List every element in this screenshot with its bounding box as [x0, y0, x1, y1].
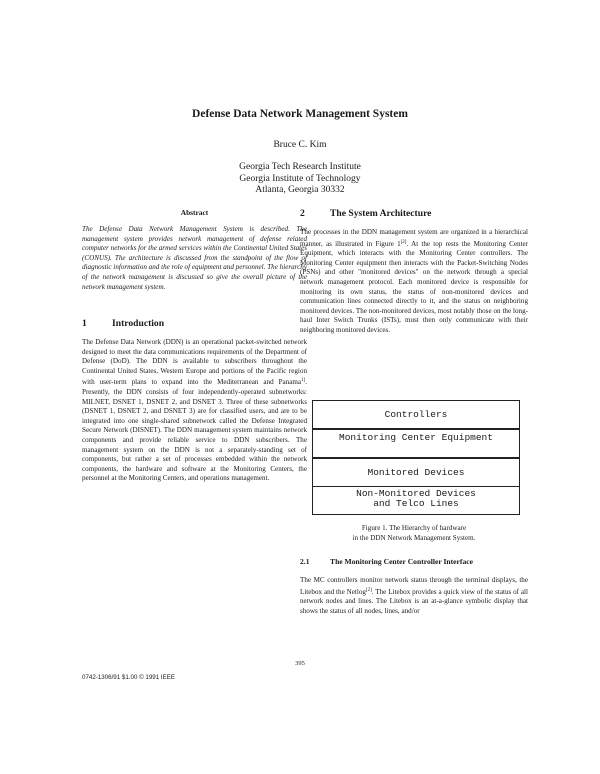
- section-number: 1: [82, 318, 87, 329]
- copyright-line: 0742-1306/91 $1.00 © 1991 IEEE: [82, 674, 175, 681]
- abstract-heading: Abstract: [180, 208, 209, 217]
- affiliation-line: Georgia Tech Research Institute: [239, 162, 361, 172]
- section-number: 2: [300, 208, 305, 219]
- paragraph-text: The processes in the DDN management system are organized in a hierarchical manner, as illustrated in Figure 1: [300, 228, 528, 248]
- citation-ref: 1]: [301, 378, 306, 384]
- citation-ref: [2]: [400, 239, 407, 245]
- diagram-box-monitored-devices: [312, 458, 520, 487]
- paragraph-text: . Presently, the DDN consists of four independently-operated subnetworks: MILNET, DSNET 1, DSNET 2, and DSNET 3. Three of these subnetworks (DSNET 1, DSNET 2, and DSNET 3) are for classified users, and are to be integrated into one single-shared subnetwork called the Defense Integrated Secure Network (DISNET). The DDN management system maintains network components and provide reliable service to DDN subscribers. The management system on the DDN is not a separately-standing set of components, but rather a set of processes embedded within the network components, the hardware and software at the Monitoring Centers, the personnel at the Monitoring Centers, and operations management.: [82, 378, 307, 483]
- paragraph-text: . The Litebox provides a quick view of the status of all network nodes and lines. The Litebox is an at-a-glance symbolic display that shows the status of all nodes, lines, and/or: [300, 587, 529, 615]
- caption-line: Figure 1. The Hierarchy of hardware: [361, 524, 467, 532]
- section-title: The System Architecture: [330, 208, 432, 219]
- subsection-number: 2.1: [300, 557, 310, 566]
- page-number: 395: [295, 660, 305, 667]
- paper-title: Defense Data Network Management System: [192, 108, 408, 120]
- paragraph-text: The Defense Data Network (DDN) is an operational packet-switched network designed to meet the data communications requirements of the Department of Defense (DoD). The DDN is available to subscribers throughout the Continental United States, Western Europe and portions of the Pacific region with user-term plans to expand into the Mediterranean and Panama: [82, 338, 307, 387]
- paragraph-text: The MC controllers monitor network status through the terminal displays, the Litebox and the Netlog: [300, 576, 528, 596]
- subsection-heading-mc-controller: [300, 557, 473, 566]
- diagram-label: Non-Monitored Devices and Telco Lines: [356, 488, 476, 509]
- diagram-label: Monitoring Center Equipment: [339, 432, 493, 443]
- author-name: Bruce C. Kim: [273, 140, 327, 150]
- diagram-box-monitoring-center: [312, 429, 520, 458]
- introduction-body: [82, 338, 307, 484]
- affiliation-line: Atlanta, Georgia 30332: [255, 185, 345, 195]
- figure-caption: [300, 524, 528, 543]
- diagram-box-non-monitored-devices: [312, 485, 520, 515]
- section-title: Introduction: [112, 318, 165, 329]
- author-affiliation: [0, 162, 600, 197]
- affiliation-line: Georgia Institute of Technology: [239, 173, 361, 184]
- citation-ref: [2]: [365, 587, 372, 593]
- abstract-text: The Defense Data Network Management System is described. The management system provides network management of defense related computer networks for the armed services within the Continental United States (CONUS). The architecture is discussed from the standpoint of the flow of diagnostic information and the role of equipment and personnel. The hierarchy of the network management is discussed so give the overall picture of the network management system.: [82, 225, 307, 291]
- diagram-label: Monitored Devices: [367, 467, 465, 478]
- caption-line: in the DDN Network Management System.: [352, 533, 476, 542]
- mc-controller-body: [300, 576, 528, 616]
- system-architecture-body: [300, 228, 528, 336]
- subsection-title: The Monitoring Center Controller Interface: [330, 557, 473, 566]
- diagram-box-controllers: [312, 400, 520, 429]
- section-heading-introduction: [82, 318, 164, 329]
- section-heading-system-architecture: [300, 208, 431, 219]
- paragraph-text: . At the top rests the Monitoring Center Equipment, which interacts with the Monitoring Center controllers. The Monitoring Center equipment then interacts with the Packet-Switching Nodes (PSNs) and other "monitored devices" on the network through a special network management protocol. Each monitored device is responsible for monitoring its own status, the status of non-monitored devices and communication lines connected directly to it, and the status on neighboring monitored devices. The non-monitored devices, most notably those on the long-haul Inter Switch Trunks (ISTs), must then only communicate with their neighboring monitored devices.: [300, 239, 528, 334]
- hierarchy-diagram: [312, 400, 520, 514]
- diagram-label: Controllers: [384, 409, 448, 420]
